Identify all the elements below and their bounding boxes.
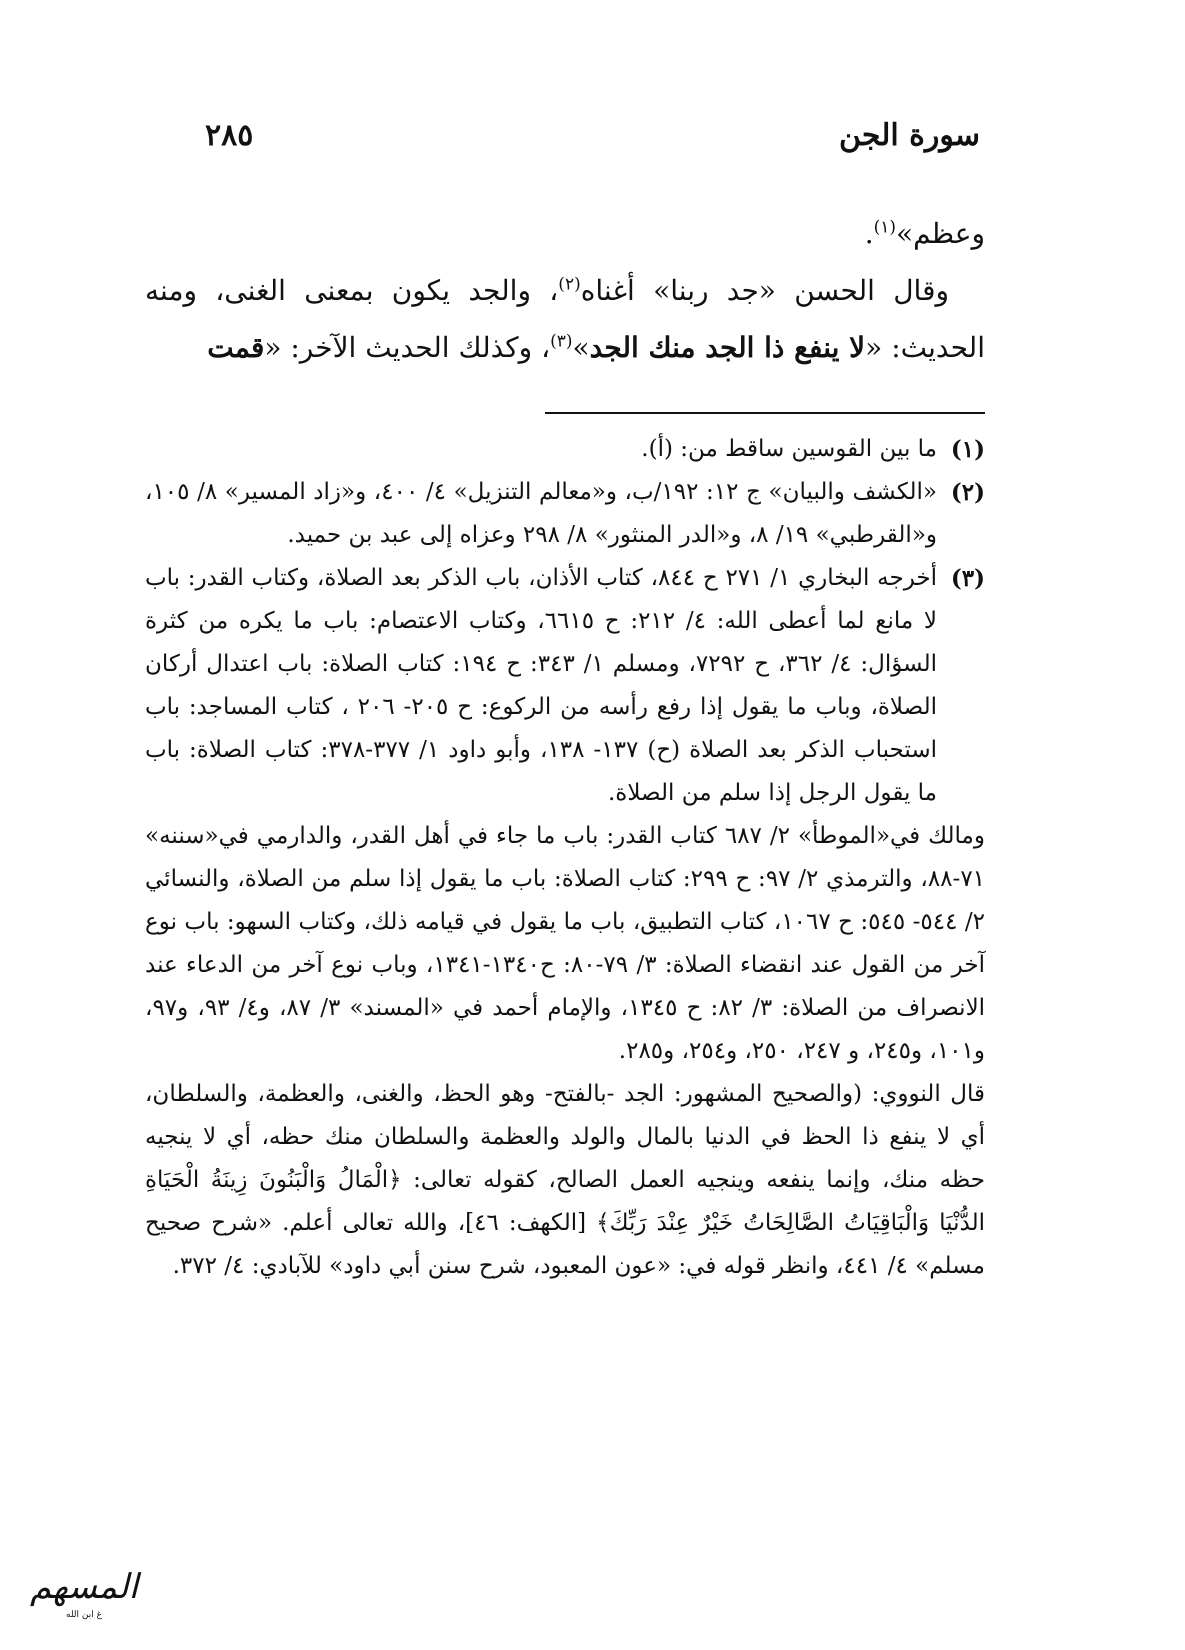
footnote-ref-2: (٢)	[558, 274, 581, 295]
footnotes	[145, 428, 985, 1288]
footnote-text: ما بين القوسين ساقط من: (أ).	[641, 436, 937, 462]
body-paragraph-2: وقال الحسن «جد ربنا» أغناه$^{(٢)}$، والجد يكون بمعنى الغنى، ومنه الحديث: «لا ينفع ذا الجد منك الجد»$^{(٣)}$، وكذلك الحديث الآخر: «قمت	[145, 274, 985, 364]
footnote-3-nawawi: قال النووي: (والصحيح المشهور: الجد -بالفتح- وهو الحظ، والغنى، والعظمة، والسلطان، أي لا ينفع ذا الحظ في الدنيا بالمال والولد والعظمة والسلطان منك حظه، أي لا ينجيه حظه منك، وإنما ينفعه وينجيه العمل الصالح، كقوله تعالى: ﴿الْمَالُ وَالْبَنُونَ زِينَةُ الْحَيَاةِ الدُّنْيَا وَالْبَاقِيَاتُ الصَّالِحَاتُ خَيْرٌ عِنْدَ رَبِّكَ﴾ [الكهف: ٤٦]، والله تعالى أعلم. «شرح صحيح مسلم» ٤/ ٤٤١، وانظر قوله في: «عون المعبود، شرح سنن أبي داود» للآبادي: ٤/ ٣٧٢.	[145, 1081, 985, 1279]
surah-title: سورة الجن	[839, 118, 980, 153]
main-text	[145, 205, 985, 376]
hadith-quote-2: قمت	[207, 331, 265, 364]
footnote-2	[145, 471, 985, 557]
footnote-text: «الكشف والبيان» ج ١٢: ١٩٢/ب، و«معالم التنزيل» ٤/ ٤٠٠، و«زاد المسير» ٨/ ١٠٥، و«القرطبي» ١٩/ ٨، و«الدر المنثور» ٨/ ٢٩٨ وعزاه إلى عبد بن حميد.	[145, 479, 937, 548]
footnote-separator	[545, 412, 985, 414]
body-line-1: وعظم»$^{(١)}$.	[864, 217, 985, 250]
footnote-ref-3: (٣)	[550, 331, 573, 352]
footnote-1	[145, 428, 985, 471]
watermark-logo: المسهم غ ابن الله	[29, 1567, 139, 1620]
footnote-number: (٣)	[950, 565, 985, 592]
footnote-number: (١)	[950, 436, 985, 463]
footnote-ref-1: (١)	[873, 217, 897, 238]
footnote-number: (٢)	[950, 479, 985, 506]
page-number: ٢٨٥	[205, 118, 254, 153]
footnote-text: أخرجه البخاري ١/ ٢٧١ ح ٨٤٤، كتاب الأذان، باب الذكر بعد الصلاة، وكتاب القدر: باب لا مانع لما أعطى الله: ٤/ ٢١٢: ح ٦٦١٥، وكتاب الاعتصام: باب ما يكره من كثرة السؤال: ٤/ ٣٦٢، ح ٧٢٩٢، ومسلم ١/ ٣٤٣: ح ١٩٤: كتاب الصلاة: باب اعتدال أركان الصلاة، وباب ما يقول إذا رفع رأسه من الركوع: ح ٢٠٥- ٢٠٦ ، كتاب المساجد: باب استحباب الذكر بعد الصلاة (ح) ١٣٧- ١٣٨، وأبو داود ١/ ٣٧٧-٣٧٨: كتاب الصلاة: باب ما يقول الرجل إذا سلم من الصلاة.	[145, 565, 938, 806]
footnote-3-continuation: ومالك في«الموطأ» ٢/ ٦٨٧ كتاب القدر: باب ما جاء في أهل القدر، والدارمي في«سننه» ٧١-٨٨، والترمذي ٢/ ٩٧: ح ٢٩٩: كتاب الصلاة: باب ما يقول إذا سلم من الصلاة، والنسائي ٢/ ٥٤٤- ٥٤٥: ح ١٠٦٧، كتاب التطبيق، باب ما يقول في قيامه ذلك، وكتاب السهو: باب نوع آخر من القول عند انقضاء الصلاة: ٣/ ٧٩-٨٠: ح١٣٤٠-١٣٤١، وباب نوع آخر من الدعاء عند الانصراف من الصلاة: ٣/ ٨٢: ح ١٣٤٥، والإمام أحمد في «المسند» ٣/ ٨٧، و٤/ ٩٣، و٩٧، و١٠١، و٢٤٥، و ٢٤٧، ٢٥٠، و٢٥٤، و٢٨٥.	[145, 823, 986, 1064]
footnote-3	[145, 557, 985, 815]
hadith-quote: لا ينفع ذا الجد منك الجد	[589, 331, 866, 364]
